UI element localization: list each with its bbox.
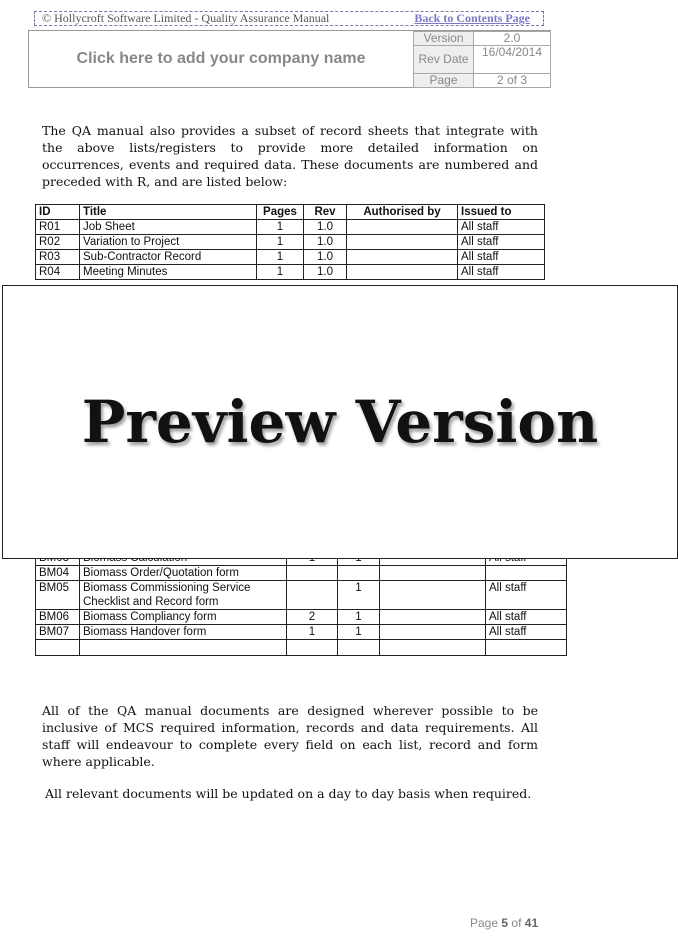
of-word: of xyxy=(511,916,522,930)
meta-label: Rev Date xyxy=(414,46,474,74)
table-row xyxy=(36,610,567,625)
meta-label: Page xyxy=(414,74,474,88)
cell-rev: 1.0 xyxy=(304,265,347,280)
cell-authorised-by xyxy=(347,220,458,235)
cell-rev xyxy=(338,566,380,581)
cell-pages: 1 xyxy=(287,625,338,640)
table-row-empty xyxy=(36,640,567,656)
table-row xyxy=(36,625,567,640)
table-row xyxy=(36,250,545,265)
cell-issued-to: All staff xyxy=(486,610,567,625)
meta-value: 16/04/2014 xyxy=(474,46,551,74)
cell-pages: 1 xyxy=(257,220,304,235)
cell-id: BM05 xyxy=(36,581,80,610)
cell-authorised-by xyxy=(380,581,486,610)
intro-paragraph: The QA manual also provides a subset of record sheets that integrate with the above lists/registers to provide more detailed information on occurrences, events and required data. These documents are numbered and preceded with R, and are listed below: xyxy=(42,123,538,189)
table-row xyxy=(36,235,545,250)
meta-label: Version xyxy=(414,32,474,46)
cell-title: Meeting Minutes xyxy=(80,265,257,280)
header-bar xyxy=(34,11,544,26)
cell-authorised-by xyxy=(380,566,486,581)
cell-title: Sub-Contractor Record xyxy=(80,250,257,265)
cell-title: Job Sheet xyxy=(80,220,257,235)
cell-title: Variation to Project xyxy=(80,235,257,250)
table-header-row xyxy=(36,205,545,220)
copyright-text: © Hollycroft Software Limited - Quality Assurance Manual xyxy=(42,11,330,25)
cell-id: BM04 xyxy=(36,566,80,581)
column-header: Issued to xyxy=(458,205,545,220)
cell-id: BM06 xyxy=(36,610,80,625)
column-header: Rev xyxy=(304,205,347,220)
meta-row-rev-date xyxy=(414,46,551,74)
cell-id: R01 xyxy=(36,220,80,235)
cell-title: Biomass Order/Quotation form xyxy=(80,566,287,581)
meta-value: 2 of 3 xyxy=(474,74,551,88)
table-row xyxy=(36,581,567,610)
cell-issued-to: All staff xyxy=(486,581,567,610)
cell-title: Biomass Handover form xyxy=(80,625,287,640)
closing-paragraph: All of the QA manual documents are designed wherever possible to be inclusive of MCS required information, records and data requirements. All staff will endeavour to complete every field on each list, record and form where applicable. xyxy=(42,703,538,769)
cell-pages: 1 xyxy=(257,265,304,280)
cell-id: BM07 xyxy=(36,625,80,640)
cell-rev: 1 xyxy=(338,610,380,625)
table-row xyxy=(36,566,567,581)
cell-id: R04 xyxy=(36,265,80,280)
cell-issued-to: All staff xyxy=(458,265,545,280)
cell-pages xyxy=(287,566,338,581)
page-current: 5 xyxy=(501,916,509,930)
cell-pages xyxy=(287,581,338,610)
preview-banner xyxy=(2,285,678,559)
cell-pages: 1 xyxy=(257,250,304,265)
cell-pages xyxy=(287,640,338,656)
closing-paragraph-short: All relevant documents will be updated on a day to day basis when required. xyxy=(45,786,532,801)
cell-id: R03 xyxy=(36,250,80,265)
page-number xyxy=(470,916,538,930)
cell-authorised-by xyxy=(347,250,458,265)
records-table xyxy=(35,204,545,280)
meta-value: 2.0 xyxy=(474,32,551,46)
table-row xyxy=(36,220,545,235)
cell-title: Biomass Commissioning Service Checklist and Record form xyxy=(80,581,287,610)
page-word: Page xyxy=(470,916,499,930)
cell-rev xyxy=(338,640,380,656)
cell-issued-to xyxy=(486,640,567,656)
table-row xyxy=(36,265,545,280)
cell-issued-to: All staff xyxy=(458,250,545,265)
cell-rev: 1 xyxy=(338,581,380,610)
biomass-table xyxy=(35,550,567,656)
cell-rev: 1.0 xyxy=(304,250,347,265)
cell-rev: 1.0 xyxy=(304,220,347,235)
cell-id: R02 xyxy=(36,235,80,250)
company-name-placeholder[interactable]: Click here to add your company name xyxy=(76,50,366,67)
cell-authorised-by xyxy=(347,235,458,250)
cell-rev: 1.0 xyxy=(304,235,347,250)
column-header: Pages xyxy=(257,205,304,220)
meta-row-page xyxy=(414,74,551,88)
preview-banner-text: Preview Version xyxy=(81,388,599,456)
cell-id xyxy=(36,640,80,656)
page-total: 41 xyxy=(524,916,539,930)
cell-authorised-by xyxy=(380,625,486,640)
document-meta-table xyxy=(413,31,551,88)
cell-rev: 1 xyxy=(338,625,380,640)
cell-title: Biomass Compliancy form xyxy=(80,610,287,625)
cell-pages: 2 xyxy=(287,610,338,625)
column-header: ID xyxy=(36,205,80,220)
cell-authorised-by xyxy=(347,265,458,280)
cell-authorised-by xyxy=(380,640,486,656)
cell-issued-to: All staff xyxy=(458,235,545,250)
back-to-contents-link[interactable]: Back to Contents Page xyxy=(414,11,530,25)
column-header: Authorised by xyxy=(347,205,458,220)
cell-authorised-by xyxy=(380,610,486,625)
cell-title xyxy=(80,640,287,656)
cell-issued-to: All staff xyxy=(458,220,545,235)
column-header: Title xyxy=(80,205,257,220)
cell-issued-to xyxy=(486,566,567,581)
cell-issued-to: All staff xyxy=(486,625,567,640)
header-box xyxy=(28,30,551,88)
cell-pages: 1 xyxy=(257,235,304,250)
meta-row-version xyxy=(414,32,551,46)
